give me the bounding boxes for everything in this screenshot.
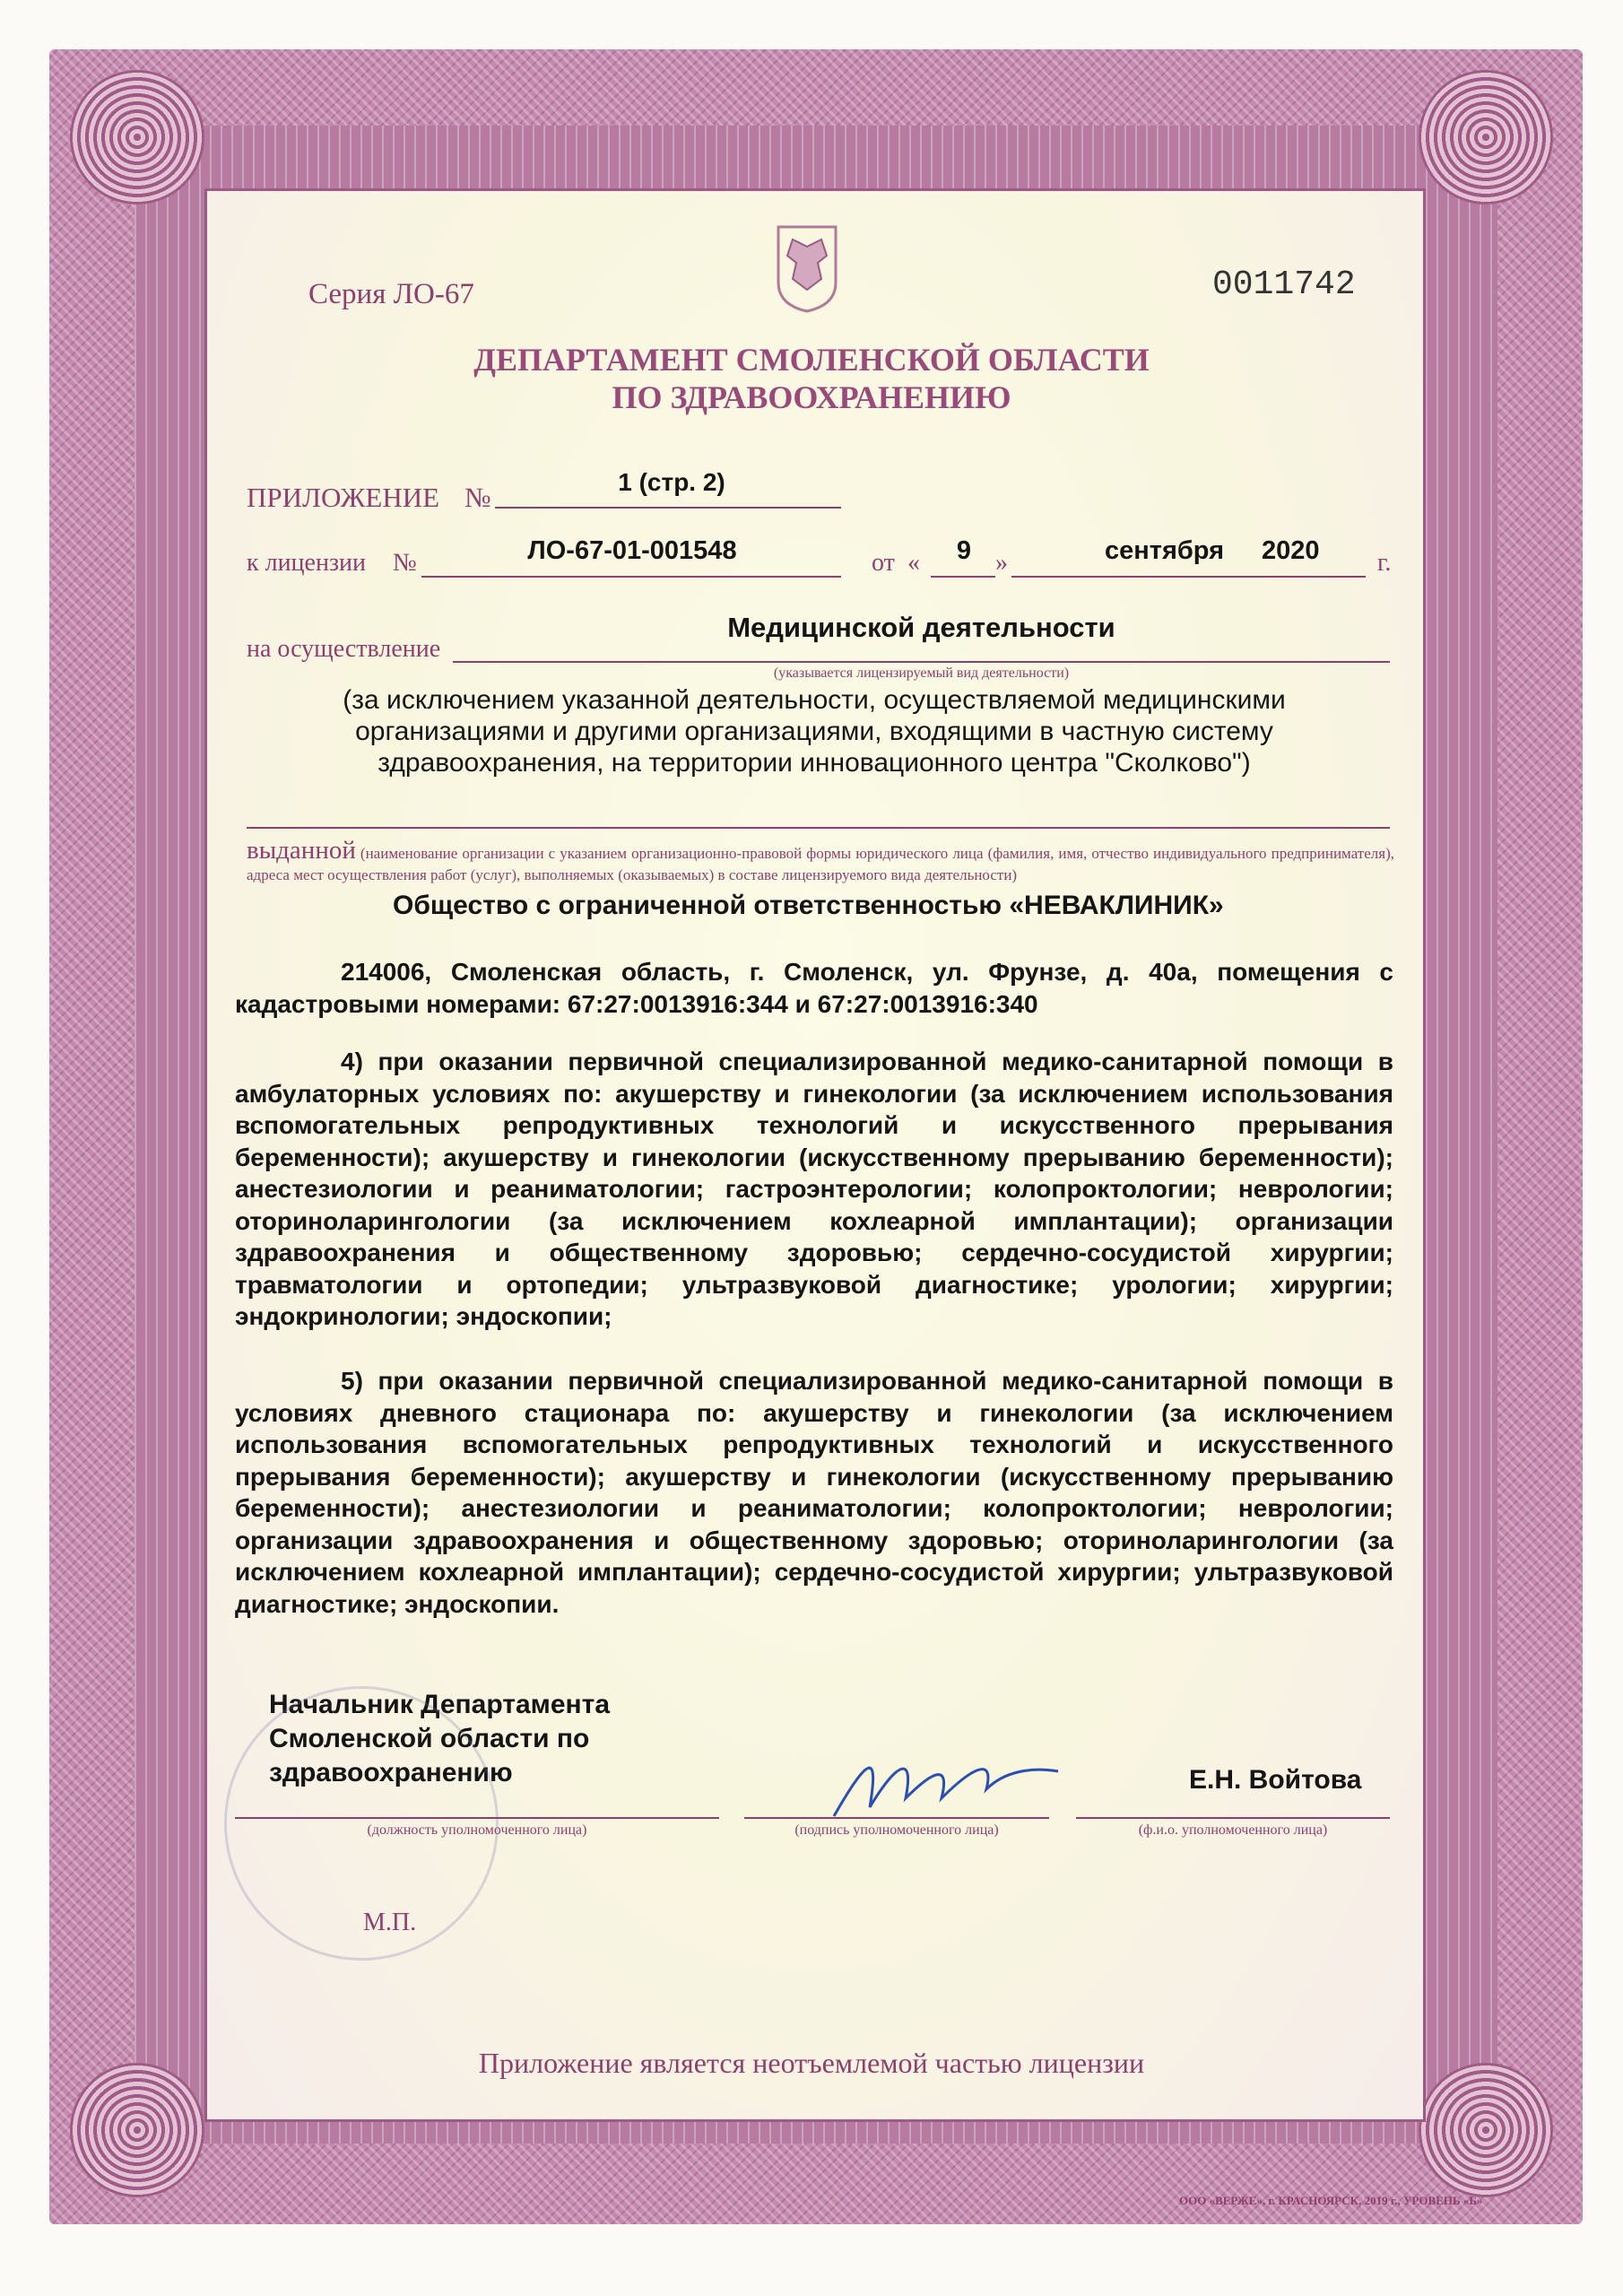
footer-note: Приложение является неотъемлемой частью лицензии	[478, 2047, 1145, 2079]
issued-label: выданной	[247, 836, 356, 865]
coat-of-arms-russia-icon	[773, 220, 841, 314]
department-title-2: ПО ЗДРАВООХРАНЕНИЮ	[612, 379, 1011, 415]
signature-caption: (подпись уполномоченного лица)	[794, 1822, 999, 1838]
signer-position: Начальник Департамента Смоленской области по здравоохранению	[269, 1690, 611, 1787]
department-title-1: ДЕПАРТАМЕНТ СМОЛЕНСКОЙ ОБЛАСТИ	[473, 342, 1150, 378]
activity-value: Медицинской деятельности	[727, 612, 1115, 643]
corner-rosette-icon	[70, 70, 204, 204]
corner-rosette-icon	[70, 2063, 204, 2197]
position-caption: (должность уполномоченного лица)	[367, 1822, 587, 1838]
quote-open: «	[907, 549, 920, 577]
activity-label: на осуществление	[247, 635, 441, 663]
form-number: 0011742	[1212, 265, 1356, 304]
corner-rosette-icon	[1419, 70, 1553, 204]
date-from-label: от	[872, 549, 895, 577]
printer-imprint: ООО «ВЕРЖЕ», г. КРАСНОЯРСК, 2019 г., УРОВЕНЬ «Б»	[1179, 2194, 1483, 2207]
stamp-place-label: М.П.	[363, 1909, 417, 1936]
license-day: 9	[956, 536, 972, 565]
corner-rosette-icon	[1419, 2063, 1553, 2197]
license-no-sign: №	[393, 549, 417, 577]
signature-image	[816, 1735, 1067, 1834]
signer-name: Е.Н. Войтова	[1189, 1765, 1362, 1795]
services-item-4: 4) при оказании первичной специализированной медико-санитарной помощи в амбулаторных условиях по: акушерству и гинекологии (за исключением использования вспомогательных репродуктивных технологий и искусственного прерывания беременности); акушерству и гинекологии (искусственному прерыванию беременности); анестезиологии и реаниматологии; гастроэнтерологии; колопроктологии; неврологии; оториноларингологии (за исключением кохлеарной имплантации); организации здравоохранения и общественному здоровью; сердечно-сосудистой хирургии; травматологии и ортопедии; ультразвуковой диагностике; урологии; хирургии; эндокринологии; эндоскопии;	[235, 1048, 1393, 1330]
name-caption: (ф.и.о. уполномоченного лица)	[1138, 1822, 1328, 1838]
license-year: 2020	[1262, 536, 1320, 565]
activity-note: (за исключением указанной деятельности, осуществляемой медицинскими организациями и другими организациями, входящими в частную систему здравоохранения, на территории инновационного центра "Сколково")	[343, 685, 1286, 778]
year-suffix: г.	[1377, 549, 1392, 577]
quote-close: »	[995, 549, 1008, 577]
license-label: к лицензии	[247, 549, 366, 577]
license-month: сентября	[1105, 536, 1225, 565]
services-item-5: 5) при оказании первичной специализированной медико-санитарной помощи в условиях дневного стационара по: акушерству и гинекологии (за исключением использования вспомогательных репродуктивных технологий и искусственного прерывания беременности); акушерству и гинекологии (искусственному прерыванию беременности); анестезиологии и реаниматологии; колопроктологии; неврологии; организации здравоохранения и общественному здоровью; оториноларингологии (за исключением кохлеарной имплантации); сердечно-сосудистой хирургии; ультразвуковой диагностике; эндоскопии.	[235, 1367, 1393, 1618]
license-number: ЛО-67-01-001548	[527, 536, 737, 565]
series-label: Серия ЛО-67	[308, 278, 474, 310]
appendix-no-sign: №	[464, 482, 491, 513]
organization-name: Общество с ограниченной ответственностью «НЕВАКЛИНИК»	[393, 891, 1224, 920]
appendix-label: ПРИЛОЖЕНИЕ	[247, 482, 440, 513]
organization-address: 214006, Смоленская область, г. Смоленск, ул. Фрунзе, д. 40а, помещения с кадастровыми номерами: 67:27:0013916:344 и 67:27:0013916:340	[235, 958, 1393, 1018]
activity-caption: (указывается лицензируемый вид деятельности)	[773, 665, 1070, 681]
appendix-number: 1 (стр. 2)	[618, 468, 725, 496]
issued-caption: выданной (наименование организации с указанием организационно-правовой формы юридического лица (фамилия, имя, отчество индивидуального предпринимателя), адреса мест осуществления работ (услуг), выполняемых (оказываемых) в составе лицензируемого вида деятельности)	[247, 836, 1394, 883]
